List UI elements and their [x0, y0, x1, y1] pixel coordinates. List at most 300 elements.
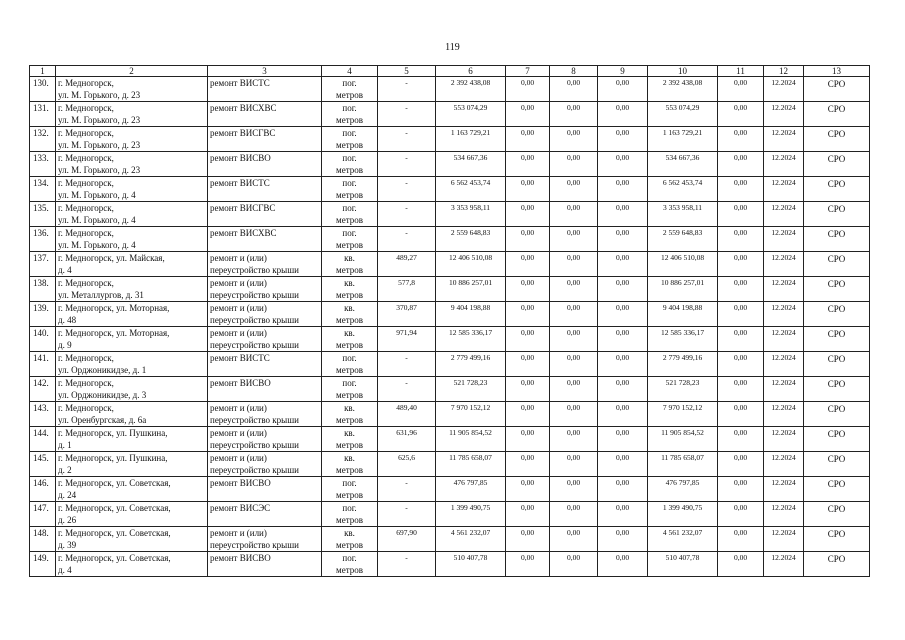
- fund-7-cell: 0,00: [506, 427, 550, 452]
- unit-cell: [322, 377, 378, 402]
- fund-11-cell: 0,00: [718, 527, 764, 552]
- row-number: 133.: [30, 152, 56, 177]
- fund-10-cell: 3 353 958,11: [648, 202, 718, 227]
- total-cost-cell: 10 886 257,01: [436, 277, 506, 302]
- unit-cell-line: пог.: [342, 353, 357, 363]
- fund-10-cell: 534 667,36: [648, 152, 718, 177]
- unit-cell-line: метров: [336, 415, 363, 425]
- address-cell-line: д. 24: [58, 490, 77, 500]
- address-cell-line: д. 9: [58, 340, 72, 350]
- address-cell-line: г. Медногорск, ул. Моторная,: [58, 303, 170, 313]
- address-cell-line: г. Медногорск,: [58, 103, 114, 113]
- organization-cell: СРО: [804, 352, 870, 377]
- fund-9-cell: 0,00: [598, 102, 648, 127]
- unit-cell: [322, 527, 378, 552]
- work-type-cell-line: ремонт ВИСВО: [210, 378, 271, 388]
- table-row: [30, 402, 870, 427]
- work-type-cell-line: ремонт и (или): [210, 428, 267, 438]
- unit-cell-line: пог.: [342, 78, 357, 88]
- work-type-cell: [208, 177, 322, 202]
- total-cost-cell: 11 905 854,52: [436, 427, 506, 452]
- work-type-cell-line: ремонт и (или): [210, 278, 267, 288]
- deadline-cell: 12.2024: [764, 377, 804, 402]
- address-cell-line: ул. М. Горького, д. 4: [58, 215, 136, 225]
- unit-cell: [322, 77, 378, 102]
- column-number-10: 10: [648, 66, 718, 77]
- fund-9-cell: 0,00: [598, 202, 648, 227]
- row-number: 142.: [30, 377, 56, 402]
- deadline-cell: 12.2024: [764, 327, 804, 352]
- volume-cell: 625,6: [378, 452, 436, 477]
- fund-8-cell: 0,00: [550, 527, 598, 552]
- volume-cell: -: [378, 477, 436, 502]
- unit-cell-line: метров: [336, 190, 363, 200]
- total-cost-cell: 11 785 658,07: [436, 452, 506, 477]
- unit-cell-line: метров: [336, 340, 363, 350]
- unit-cell-line: метров: [336, 515, 363, 525]
- address-cell-line: д. 2: [58, 465, 72, 475]
- fund-11-cell: 0,00: [718, 277, 764, 302]
- fund-7-cell: 0,00: [506, 202, 550, 227]
- fund-9-cell: 0,00: [598, 527, 648, 552]
- unit-cell-line: кв.: [344, 428, 355, 438]
- address-cell-line: ул. М. Горького, д. 23: [58, 115, 141, 125]
- unit-cell-line: метров: [336, 265, 363, 275]
- fund-10-cell: 12 585 336,17: [648, 327, 718, 352]
- unit-cell-line: пог.: [342, 503, 357, 513]
- address-cell-line: г. Медногорск, ул. Пушкина,: [58, 453, 168, 463]
- work-type-cell-line: ремонт и (или): [210, 303, 267, 313]
- deadline-cell: 12.2024: [764, 277, 804, 302]
- address-cell-line: д. 4: [58, 565, 72, 575]
- unit-cell-line: пог.: [342, 228, 357, 238]
- unit-cell: [322, 427, 378, 452]
- total-cost-cell: 1 399 490,75: [436, 502, 506, 527]
- volume-cell: -: [378, 127, 436, 152]
- work-type-cell: [208, 452, 322, 477]
- address-cell: [56, 152, 208, 177]
- fund-7-cell: 0,00: [506, 252, 550, 277]
- volume-cell: -: [378, 377, 436, 402]
- fund-9-cell: 0,00: [598, 127, 648, 152]
- work-type-cell: [208, 227, 322, 252]
- address-cell-line: ул. М. Горького, д. 23: [58, 165, 141, 175]
- address-cell-line: ул. Орджоникидзе, д. 1: [58, 365, 147, 375]
- fund-7-cell: 0,00: [506, 277, 550, 302]
- unit-cell-line: пог.: [342, 178, 357, 188]
- volume-cell: -: [378, 552, 436, 577]
- work-type-cell-line: ремонт ВИСВО: [210, 153, 271, 163]
- fund-9-cell: 0,00: [598, 77, 648, 102]
- work-type-cell: [208, 252, 322, 277]
- organization-cell: СРО: [804, 152, 870, 177]
- volume-cell: 971,94: [378, 327, 436, 352]
- fund-7-cell: 0,00: [506, 527, 550, 552]
- address-cell-line: г. Медногорск, ул. Майская,: [58, 253, 165, 263]
- fund-11-cell: 0,00: [718, 102, 764, 127]
- deadline-cell: 12.2024: [764, 452, 804, 477]
- organization-cell: СРО: [804, 227, 870, 252]
- address-cell: [56, 527, 208, 552]
- fund-8-cell: 0,00: [550, 302, 598, 327]
- organization-cell: СРО: [804, 327, 870, 352]
- work-type-cell: [208, 377, 322, 402]
- organization-cell: СРО: [804, 477, 870, 502]
- fund-8-cell: 0,00: [550, 452, 598, 477]
- fund-8-cell: 0,00: [550, 177, 598, 202]
- unit-cell-line: метров: [336, 140, 363, 150]
- deadline-cell: 12.2024: [764, 127, 804, 152]
- fund-8-cell: 0,00: [550, 327, 598, 352]
- total-cost-cell: 4 561 232,07: [436, 527, 506, 552]
- address-cell-line: г. Медногорск, ул. Моторная,: [58, 328, 170, 338]
- fund-7-cell: 0,00: [506, 77, 550, 102]
- work-type-cell-line: переустройство крыши: [210, 415, 299, 425]
- table-row: [30, 127, 870, 152]
- deadline-cell: 12.2024: [764, 502, 804, 527]
- fund-8-cell: 0,00: [550, 352, 598, 377]
- fund-11-cell: 0,00: [718, 302, 764, 327]
- volume-cell: -: [378, 77, 436, 102]
- deadline-cell: 12.2024: [764, 477, 804, 502]
- total-cost-cell: 476 797,85: [436, 477, 506, 502]
- fund-10-cell: 11 785 658,07: [648, 452, 718, 477]
- table-row: [30, 277, 870, 302]
- fund-8-cell: 0,00: [550, 377, 598, 402]
- total-cost-cell: 12 585 336,17: [436, 327, 506, 352]
- table-row: [30, 77, 870, 102]
- fund-10-cell: 6 562 453,74: [648, 177, 718, 202]
- fund-9-cell: 0,00: [598, 302, 648, 327]
- fund-9-cell: 0,00: [598, 152, 648, 177]
- fund-7-cell: 0,00: [506, 177, 550, 202]
- fund-11-cell: 0,00: [718, 152, 764, 177]
- work-type-cell: [208, 152, 322, 177]
- unit-cell: [322, 177, 378, 202]
- address-cell-line: г. Медногорск, ул. Советская,: [58, 478, 171, 488]
- organization-cell: СРО: [804, 427, 870, 452]
- column-number-2: 2: [56, 66, 208, 77]
- deadline-cell: 12.2024: [764, 427, 804, 452]
- deadline-cell: 12.2024: [764, 402, 804, 427]
- fund-10-cell: 2 559 648,83: [648, 227, 718, 252]
- address-cell: [56, 127, 208, 152]
- fund-10-cell: 9 404 198,88: [648, 302, 718, 327]
- address-cell-line: д. 26: [58, 515, 77, 525]
- organization-cell: СРО: [804, 527, 870, 552]
- total-cost-cell: 3 353 958,11: [436, 202, 506, 227]
- organization-cell: СРО: [804, 377, 870, 402]
- table-row: [30, 377, 870, 402]
- address-cell-line: г. Медногорск,: [58, 228, 114, 238]
- volume-cell: 697,90: [378, 527, 436, 552]
- total-cost-cell: 2 392 438,08: [436, 77, 506, 102]
- row-number: 141.: [30, 352, 56, 377]
- address-cell: [56, 477, 208, 502]
- address-cell-line: ул. М. Горького, д. 4: [58, 240, 136, 250]
- fund-8-cell: 0,00: [550, 152, 598, 177]
- address-cell-line: г. Медногорск,: [58, 378, 114, 388]
- work-type-cell-line: переустройство крыши: [210, 540, 299, 550]
- fund-7-cell: 0,00: [506, 352, 550, 377]
- fund-7-cell: 0,00: [506, 127, 550, 152]
- deadline-cell: 12.2024: [764, 302, 804, 327]
- fund-9-cell: 0,00: [598, 177, 648, 202]
- deadline-cell: 12.2024: [764, 227, 804, 252]
- work-type-cell-line: ремонт и (или): [210, 403, 267, 413]
- unit-cell-line: метров: [336, 540, 363, 550]
- table-row: [30, 452, 870, 477]
- address-cell: [56, 452, 208, 477]
- address-cell-line: ул. М. Горького, д. 23: [58, 90, 141, 100]
- table-row: [30, 427, 870, 452]
- column-number-6: 6: [436, 66, 506, 77]
- row-number: 132.: [30, 127, 56, 152]
- unit-cell-line: кв.: [344, 253, 355, 263]
- unit-cell: [322, 227, 378, 252]
- row-number: 136.: [30, 227, 56, 252]
- unit-cell-line: пог.: [342, 553, 357, 563]
- column-number-13: 13: [804, 66, 870, 77]
- fund-11-cell: 0,00: [718, 127, 764, 152]
- fund-7-cell: 0,00: [506, 452, 550, 477]
- fund-11-cell: 0,00: [718, 352, 764, 377]
- fund-10-cell: 7 970 152,12: [648, 402, 718, 427]
- row-number: 137.: [30, 252, 56, 277]
- table-body: [30, 77, 870, 577]
- fund-7-cell: 0,00: [506, 502, 550, 527]
- address-cell: [56, 502, 208, 527]
- work-type-cell: [208, 527, 322, 552]
- address-cell-line: г. Медногорск, ул. Советская,: [58, 503, 171, 513]
- column-number-5: 5: [378, 66, 436, 77]
- address-cell-line: г. Медногорск, ул. Советская,: [58, 553, 171, 563]
- fund-9-cell: 0,00: [598, 252, 648, 277]
- row-number: 148.: [30, 527, 56, 552]
- organization-cell: СРО: [804, 127, 870, 152]
- volume-cell: -: [378, 152, 436, 177]
- work-type-cell: [208, 277, 322, 302]
- table-row: [30, 227, 870, 252]
- work-type-cell-line: переустройство крыши: [210, 265, 299, 275]
- volume-cell: 489,27: [378, 252, 436, 277]
- row-number: 131.: [30, 102, 56, 127]
- work-type-cell-line: ремонт ВИСХВС: [210, 103, 277, 113]
- unit-cell-line: метров: [336, 440, 363, 450]
- table-row: [30, 252, 870, 277]
- fund-7-cell: 0,00: [506, 302, 550, 327]
- unit-cell-line: метров: [336, 490, 363, 500]
- work-type-cell-line: ремонт ВИСТС: [210, 78, 270, 88]
- address-cell-line: д. 39: [58, 540, 77, 550]
- unit-cell-line: пог.: [342, 103, 357, 113]
- fund-8-cell: 0,00: [550, 102, 598, 127]
- organization-cell: СРО: [804, 177, 870, 202]
- volume-cell: -: [378, 227, 436, 252]
- total-cost-cell: 9 404 198,88: [436, 302, 506, 327]
- work-type-cell-line: ремонт ВИСГВС: [210, 128, 276, 138]
- column-number-3: 3: [208, 66, 322, 77]
- fund-8-cell: 0,00: [550, 227, 598, 252]
- organization-cell: СРО: [804, 552, 870, 577]
- row-number: 145.: [30, 452, 56, 477]
- fund-11-cell: 0,00: [718, 202, 764, 227]
- fund-7-cell: 0,00: [506, 477, 550, 502]
- volume-cell: 577,8: [378, 277, 436, 302]
- volume-cell: -: [378, 502, 436, 527]
- work-type-cell: [208, 552, 322, 577]
- fund-11-cell: 0,00: [718, 177, 764, 202]
- fund-9-cell: 0,00: [598, 427, 648, 452]
- fund-8-cell: 0,00: [550, 252, 598, 277]
- fund-11-cell: 0,00: [718, 477, 764, 502]
- fund-11-cell: 0,00: [718, 77, 764, 102]
- work-type-cell: [208, 502, 322, 527]
- fund-11-cell: 0,00: [718, 402, 764, 427]
- table-row: [30, 477, 870, 502]
- address-cell: [56, 552, 208, 577]
- fund-8-cell: 0,00: [550, 552, 598, 577]
- deadline-cell: 12.2024: [764, 202, 804, 227]
- address-cell-line: г. Медногорск, ул. Пушкина,: [58, 428, 168, 438]
- unit-cell-line: кв.: [344, 328, 355, 338]
- volume-cell: -: [378, 177, 436, 202]
- fund-10-cell: 2 392 438,08: [648, 77, 718, 102]
- work-type-cell-line: ремонт ВИСХВС: [210, 228, 277, 238]
- fund-11-cell: 0,00: [718, 327, 764, 352]
- deadline-cell: 12.2024: [764, 102, 804, 127]
- unit-cell-line: кв.: [344, 403, 355, 413]
- repair-plan-table: [29, 65, 870, 577]
- fund-11-cell: 0,00: [718, 427, 764, 452]
- unit-cell-line: метров: [336, 315, 363, 325]
- work-type-cell: [208, 127, 322, 152]
- row-number: 130.: [30, 77, 56, 102]
- organization-cell: СРО: [804, 452, 870, 477]
- work-type-cell: [208, 402, 322, 427]
- unit-cell-line: метров: [336, 115, 363, 125]
- column-number-12: 12: [764, 66, 804, 77]
- fund-7-cell: 0,00: [506, 102, 550, 127]
- unit-cell-line: метров: [336, 465, 363, 475]
- fund-9-cell: 0,00: [598, 502, 648, 527]
- fund-9-cell: 0,00: [598, 402, 648, 427]
- address-cell: [56, 252, 208, 277]
- fund-8-cell: 0,00: [550, 477, 598, 502]
- total-cost-cell: 2 779 499,16: [436, 352, 506, 377]
- deadline-cell: 12.2024: [764, 252, 804, 277]
- organization-cell: СРО: [804, 77, 870, 102]
- fund-11-cell: 0,00: [718, 252, 764, 277]
- unit-cell-line: пог.: [342, 128, 357, 138]
- fund-8-cell: 0,00: [550, 202, 598, 227]
- fund-7-cell: 0,00: [506, 227, 550, 252]
- address-cell-line: д. 1: [58, 440, 72, 450]
- unit-cell: [322, 102, 378, 127]
- fund-11-cell: 0,00: [718, 377, 764, 402]
- unit-cell: [322, 302, 378, 327]
- organization-cell: СРО: [804, 252, 870, 277]
- work-type-cell-line: переустройство крыши: [210, 440, 299, 450]
- table-row: [30, 502, 870, 527]
- fund-7-cell: 0,00: [506, 327, 550, 352]
- column-number-11: 11: [718, 66, 764, 77]
- unit-cell: [322, 202, 378, 227]
- address-cell: [56, 302, 208, 327]
- work-type-cell-line: переустройство крыши: [210, 465, 299, 475]
- address-cell-line: г. Медногорск, ул. Советская,: [58, 528, 171, 538]
- table-row: [30, 327, 870, 352]
- address-cell: [56, 77, 208, 102]
- table-row: [30, 152, 870, 177]
- volume-cell: -: [378, 102, 436, 127]
- unit-cell-line: кв.: [344, 453, 355, 463]
- fund-9-cell: 0,00: [598, 552, 648, 577]
- work-type-cell: [208, 102, 322, 127]
- address-cell-line: г. Медногорск,: [58, 153, 114, 163]
- fund-11-cell: 0,00: [718, 552, 764, 577]
- work-type-cell: [208, 352, 322, 377]
- work-type-cell-line: ремонт ВИСЭС: [210, 503, 271, 513]
- organization-cell: СРО: [804, 402, 870, 427]
- unit-cell: [322, 152, 378, 177]
- fund-10-cell: 2 779 499,16: [648, 352, 718, 377]
- organization-cell: СРО: [804, 277, 870, 302]
- column-number-row: [30, 66, 870, 77]
- work-type-cell-line: ремонт ВИСВО: [210, 478, 271, 488]
- address-cell: [56, 327, 208, 352]
- address-cell-line: г. Медногорск,: [58, 278, 114, 288]
- unit-cell-line: метров: [336, 290, 363, 300]
- unit-cell: [322, 352, 378, 377]
- unit-cell: [322, 127, 378, 152]
- address-cell-line: г. Медногорск,: [58, 78, 114, 88]
- table-row: [30, 177, 870, 202]
- volume-cell: 489,40: [378, 402, 436, 427]
- unit-cell: [322, 552, 378, 577]
- work-type-cell-line: ремонт ВИСТС: [210, 353, 270, 363]
- address-cell: [56, 402, 208, 427]
- deadline-cell: 12.2024: [764, 177, 804, 202]
- address-cell-line: г. Медногорск,: [58, 353, 114, 363]
- table-row: [30, 302, 870, 327]
- total-cost-cell: 6 562 453,74: [436, 177, 506, 202]
- address-cell-line: ул. Орджоникидзе, д. 3: [58, 390, 147, 400]
- fund-7-cell: 0,00: [506, 552, 550, 577]
- row-number: 149.: [30, 552, 56, 577]
- unit-cell-line: кв.: [344, 528, 355, 538]
- volume-cell: -: [378, 202, 436, 227]
- address-cell-line: г. Медногорск,: [58, 203, 114, 213]
- organization-cell: СРО: [804, 102, 870, 127]
- fund-7-cell: 0,00: [506, 152, 550, 177]
- work-type-cell-line: ремонт и (или): [210, 453, 267, 463]
- column-number-8: 8: [550, 66, 598, 77]
- fund-9-cell: 0,00: [598, 277, 648, 302]
- table-row: [30, 352, 870, 377]
- table-row: [30, 102, 870, 127]
- address-cell: [56, 202, 208, 227]
- table-row: [30, 527, 870, 552]
- fund-9-cell: 0,00: [598, 452, 648, 477]
- total-cost-cell: 2 559 648,83: [436, 227, 506, 252]
- unit-cell-line: пог.: [342, 153, 357, 163]
- unit-cell-line: пог.: [342, 378, 357, 388]
- total-cost-cell: 1 163 729,21: [436, 127, 506, 152]
- fund-8-cell: 0,00: [550, 502, 598, 527]
- deadline-cell: 12.2024: [764, 77, 804, 102]
- address-cell-line: д. 4: [58, 265, 72, 275]
